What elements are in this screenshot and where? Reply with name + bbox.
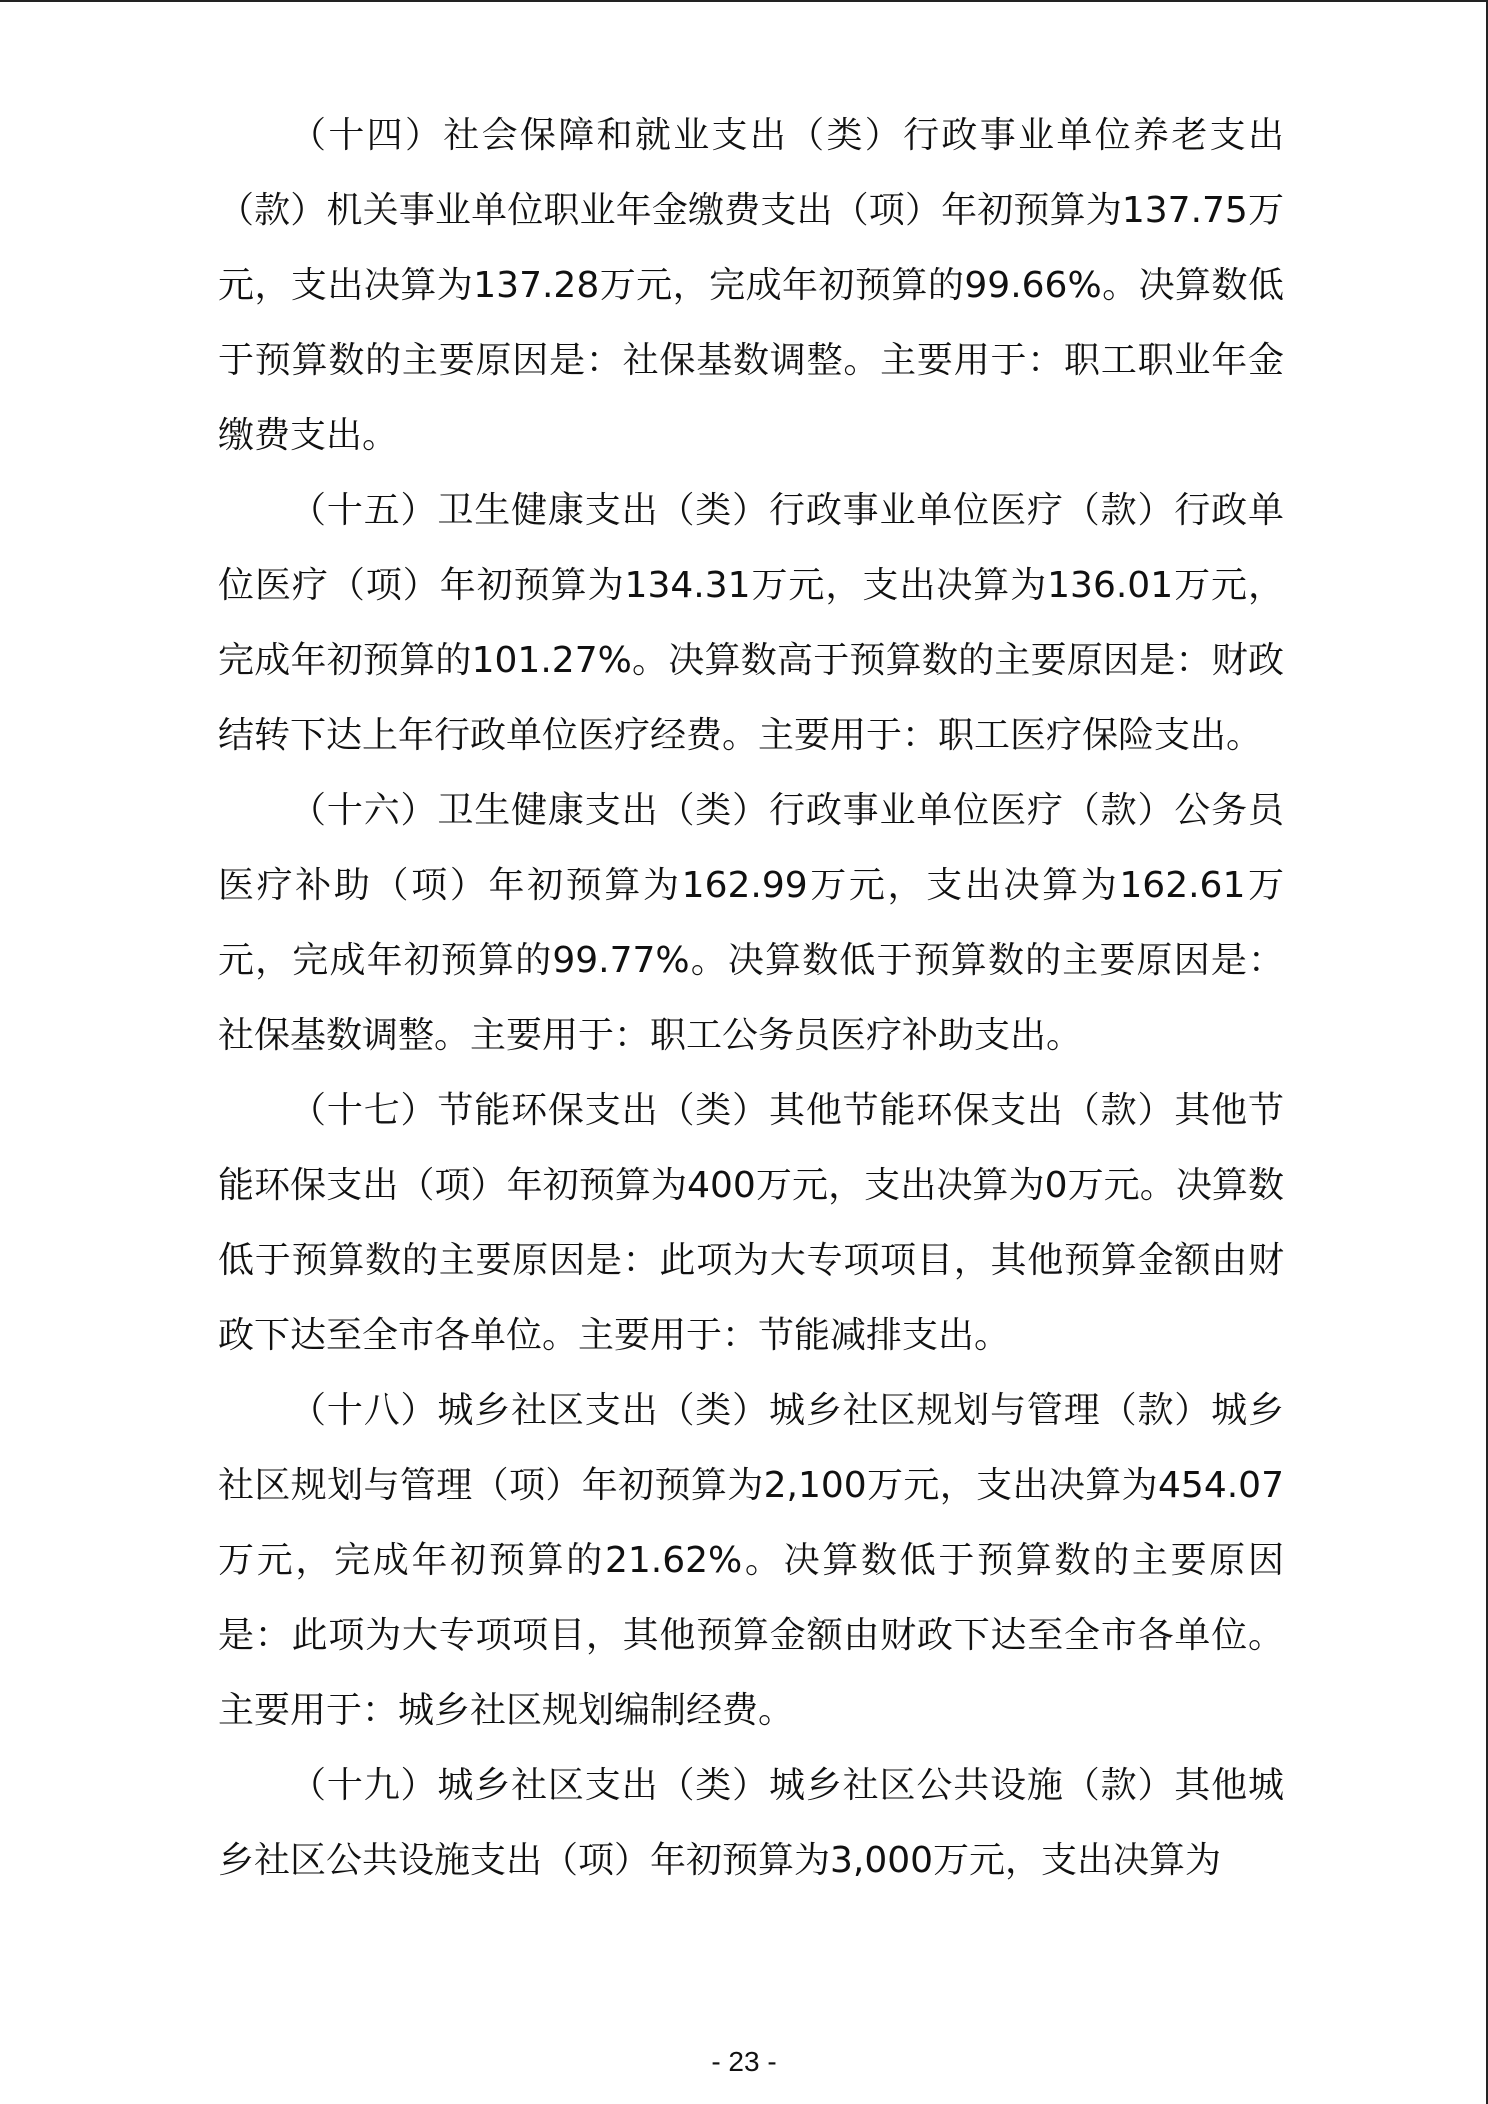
paragraph-16: （十六）卫生健康支出（类）行政事业单位医疗（款）公务员医疗补助（项）年初预算为162.99万元，支出决算为162.61万元，完成年初预算的99.77%。决算数低于预算数的主要原因是：社保基数调整。主要用于：职工公务员医疗补助支出。: [218, 790, 1284, 1056]
paragraph-19: （十九）城乡社区支出（类）城乡社区公共设施（款）其他城乡社区公共设施支出（项）年初预算为3,000万元，支出决算为: [218, 1765, 1284, 1881]
paragraph-15: （十五）卫生健康支出（类）行政事业单位医疗（款）行政单位医疗（项）年初预算为134.31万元，支出决算为136.01万元，完成年初预算的101.27%。决算数高于预算数的主要原因是：财政结转下达上年行政单位医疗经费。主要用于：职工医疗保险支出。: [218, 490, 1284, 756]
top-border: [0, 0, 1488, 2]
document-body: [218, 98, 1284, 1898]
paragraph-14: （十四）社会保障和就业支出（类）行政事业单位养老支出（款）机关事业单位职业年金缴费支出（项）年初预算为137.75万元，支出决算为137.28万元，完成年初预算的99.66%。决算数低于预算数的主要原因是：社保基数调整。主要用于：职工职业年金缴费支出。: [218, 115, 1284, 456]
page-number: - 23 -: [711, 2046, 777, 2077]
paragraph-18: （十八）城乡社区支出（类）城乡社区规划与管理（款）城乡社区规划与管理（项）年初预算为2,100万元，支出决算为454.07万元，完成年初预算的21.62%。决算数低于预算数的主要原因是：此项为大专项项目，其他预算金额由财政下达至全市各单位。主要用于：城乡社区规划编制经费。: [218, 1390, 1284, 1731]
paragraph-17: （十七）节能环保支出（类）其他节能环保支出（款）其他节能环保支出（项）年初预算为400万元，支出决算为0万元。决算数低于预算数的主要原因是：此项为大专项项目，其他预算金额由财政下达至全市各单位。主要用于：节能减排支出。: [218, 1090, 1284, 1356]
